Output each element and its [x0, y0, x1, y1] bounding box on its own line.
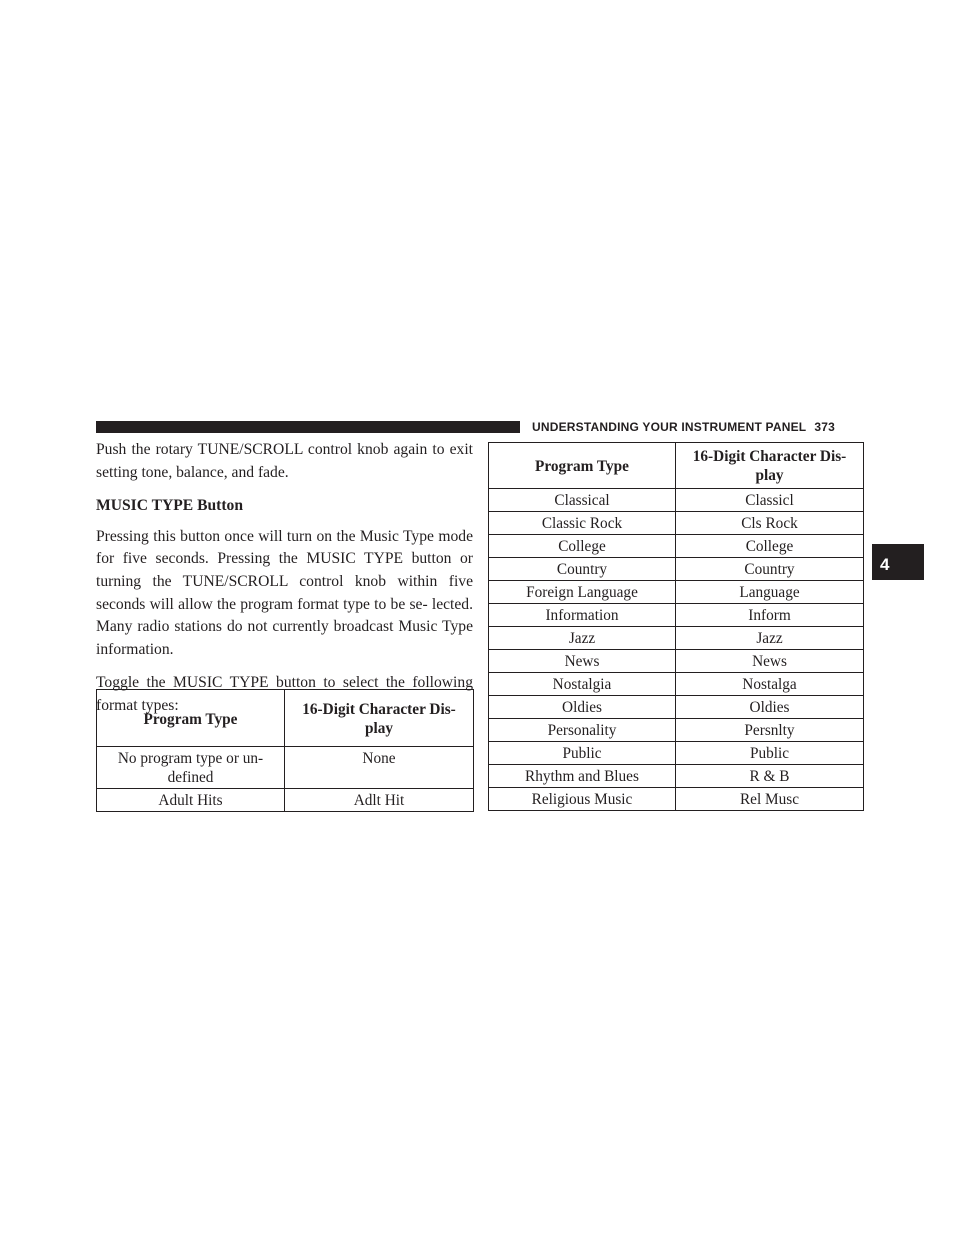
- left-column: [96, 439, 473, 729]
- cell-display: Rel Musc: [676, 788, 864, 811]
- cell-display: Jazz: [676, 627, 864, 650]
- header-program-type: Program Type: [489, 443, 676, 489]
- cell-program-type: Information: [489, 604, 676, 627]
- cell-program-type: Classic Rock: [489, 512, 676, 535]
- table-row: [97, 789, 474, 812]
- table-row: [489, 765, 864, 788]
- table-row: [489, 558, 864, 581]
- program-type-table-left: [96, 689, 474, 812]
- cell-display: Language: [676, 581, 864, 604]
- cell-display: R & B: [676, 765, 864, 788]
- cell-display: Classicl: [676, 489, 864, 512]
- cell-program-type: Jazz: [489, 627, 676, 650]
- cell-display: Public: [676, 742, 864, 765]
- table-row: [489, 650, 864, 673]
- cell-program-type: Personality: [489, 719, 676, 742]
- paragraph-toggle: Toggle the MUSIC TYPE button to select the following format types:: [96, 674, 473, 714]
- table-row: [489, 512, 864, 535]
- cell-display: Nostalga: [676, 673, 864, 696]
- page-number: 373: [814, 420, 835, 434]
- cell-display: Cls Rock: [676, 512, 864, 535]
- table-header-row: [489, 443, 864, 489]
- table-row: [489, 581, 864, 604]
- table-row: [489, 489, 864, 512]
- cell-display: None: [285, 747, 474, 789]
- table-row: [489, 673, 864, 696]
- cell-program-type: College: [489, 535, 676, 558]
- header-program-type: Program Type: [97, 690, 285, 747]
- table-row: [489, 742, 864, 765]
- paragraph-music-type: Pressing this button once will turn on the Music Type mode for five seconds. Pressing the MUSIC TYPE button or turning the TUNE/SCROLL control knob within five seconds will allow the program format type to be se- lected. Many radio stations do not currently broadcast Music Type information.: [96, 527, 473, 658]
- cell-display: Inform: [676, 604, 864, 627]
- cell-display: College: [676, 535, 864, 558]
- cell-program-type: Religious Music: [489, 788, 676, 811]
- cell-display: Adlt Hit: [285, 789, 474, 812]
- section-title: UNDERSTANDING YOUR INSTRUMENT PANEL: [532, 420, 807, 434]
- cell-program-type: Foreign Language: [489, 581, 676, 604]
- header-character-display: 16-Digit Character Dis- play: [676, 443, 864, 489]
- cell-program-type: No program type or un- defined: [97, 747, 285, 789]
- table-body: [489, 489, 864, 811]
- table-row: [489, 719, 864, 742]
- cell-program-type: Rhythm and Blues: [489, 765, 676, 788]
- table-row: [489, 627, 864, 650]
- header-rule: [96, 421, 520, 433]
- paragraph-exit-setting: Push the rotary TUNE/SCROLL control knob again to exit setting tone, balance, and fade.: [96, 441, 473, 481]
- cell-display: Persnlty: [676, 719, 864, 742]
- cell-program-type: News: [489, 650, 676, 673]
- chapter-number: 4: [880, 555, 890, 574]
- section-heading: MUSIC TYPE Button: [96, 497, 244, 515]
- table-row: [97, 747, 474, 789]
- cell-display: Oldies: [676, 696, 864, 719]
- running-header: [532, 418, 862, 436]
- chapter-tab: [872, 544, 924, 580]
- table-row: [489, 696, 864, 719]
- program-type-table-right: [488, 442, 864, 811]
- table-header-row: [97, 690, 474, 747]
- cell-program-type: Classical: [489, 489, 676, 512]
- cell-display: News: [676, 650, 864, 673]
- cell-program-type: Country: [489, 558, 676, 581]
- cell-program-type: Nostalgia: [489, 673, 676, 696]
- cell-display: Country: [676, 558, 864, 581]
- table-row: [489, 604, 864, 627]
- cell-program-type: Public: [489, 742, 676, 765]
- header-character-display: 16-Digit Character Dis- play: [285, 690, 474, 747]
- table-row: [489, 788, 864, 811]
- cell-program-type: Oldies: [489, 696, 676, 719]
- table-row: [489, 535, 864, 558]
- cell-program-type: Adult Hits: [97, 789, 285, 812]
